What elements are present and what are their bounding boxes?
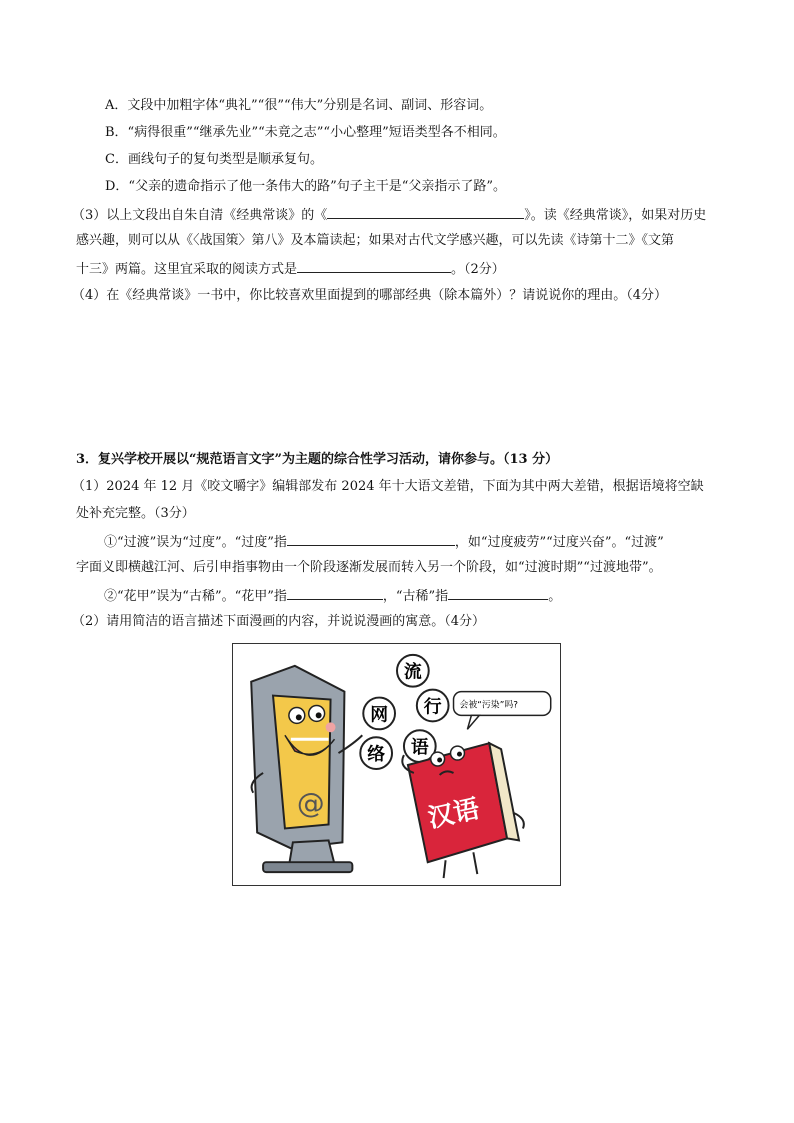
item-1-text: ，如“过度疲劳”“过度兴奋”。“过渡” bbox=[454, 535, 664, 550]
computer-monitor bbox=[251, 666, 362, 872]
bubble-char: 语 bbox=[410, 737, 429, 759]
sub-question-3-text: 》。读《经典常谈》，如果对历史 bbox=[524, 208, 707, 223]
item-2-text: ②“花甲”误为“古稀”。“花甲”指 bbox=[104, 589, 287, 604]
question-3-title: 3．复兴学校开展以“规范语言文字”为主题的综合性学习活动，请你参与。（13 分） bbox=[76, 452, 559, 467]
bubble-char: 网 bbox=[370, 704, 389, 726]
book-title: 汉语 bbox=[425, 794, 483, 835]
item-2 bbox=[104, 585, 561, 607]
item-1-text: ①“过渡”误为“过度”。“过度”指 bbox=[104, 535, 287, 550]
q3-sub-1-line-2: 处补充完整。（3分） bbox=[76, 506, 195, 521]
answer-blank[interactable] bbox=[297, 258, 451, 273]
sub-question-3-line-1 bbox=[72, 204, 706, 226]
bubble-char: 流 bbox=[403, 661, 422, 683]
item-1-line-1 bbox=[104, 531, 664, 553]
q3-sub-1-line-1: （1）2024 年 12 月《咬文嚼字》编辑部发布 2024 年十大语文差错，下面为其中两大差错，根据语境将空缺 bbox=[72, 479, 704, 494]
item-2-text: 。 bbox=[548, 589, 562, 604]
sub-question-3-text: 十三》两篇。这里宜采取的阅读方式是 bbox=[76, 262, 298, 277]
chinese-book bbox=[402, 743, 524, 878]
sub-question-4: （4）在《经典常谈》一书中，你比较喜欢里面提到的哪部经典（除本篇外）？请说说你的理由。（4分） bbox=[72, 288, 668, 303]
item-1-line-2: 字面义即横越江河、后引申指事物由一个阶段逐渐发展而转入另一个阶段，如“过渡时期”“过渡地带”。 bbox=[76, 560, 662, 575]
sub-question-3-text: （3）以上文段出自朱自清《经典常谈》的《 bbox=[72, 208, 328, 223]
sub-question-3-line-2: 感兴趣，则可以从《〈战国策〉第八》及本篇读起；如果对古代文学感兴趣，可以先读《诗第十二》《文第 bbox=[76, 233, 675, 248]
balloon-text: 会被“污染”吗? bbox=[459, 700, 518, 711]
sub-question-3-text: 。（2分） bbox=[451, 262, 505, 277]
option-c: C．画线句子的复句类型是顺承复句。 bbox=[105, 152, 323, 167]
option-d: D．“父亲的遗命指示了他一条伟大的路”句子主干是“父亲指示了路”。 bbox=[105, 179, 507, 194]
answer-blank[interactable] bbox=[287, 531, 455, 546]
option-a: A．文段中加粗字体“典礼”“很”“伟大”分别是名词、副词、形容词。 bbox=[105, 98, 493, 113]
answer-blank[interactable] bbox=[448, 585, 548, 600]
cartoon-image bbox=[232, 643, 561, 886]
item-2-text: ，“古稀”指 bbox=[382, 589, 449, 604]
q3-sub-2: （2）请用简洁的语言描述下面漫画的内容，并说说漫画的寓意。（4分） bbox=[72, 614, 486, 629]
cartoon-illustration bbox=[233, 644, 560, 885]
bubble-char: 络 bbox=[367, 744, 386, 766]
answer-blank[interactable] bbox=[287, 585, 383, 600]
sub-question-3-line-3 bbox=[76, 258, 505, 280]
book-speech-balloon bbox=[454, 692, 551, 730]
answer-blank[interactable] bbox=[327, 204, 524, 219]
at-symbol: @ bbox=[296, 786, 325, 820]
bubble-char: 行 bbox=[423, 696, 442, 718]
option-b: B．“病得很重”“继承先业”“未竟之志”“小心整理”短语类型各不相同。 bbox=[105, 125, 506, 140]
